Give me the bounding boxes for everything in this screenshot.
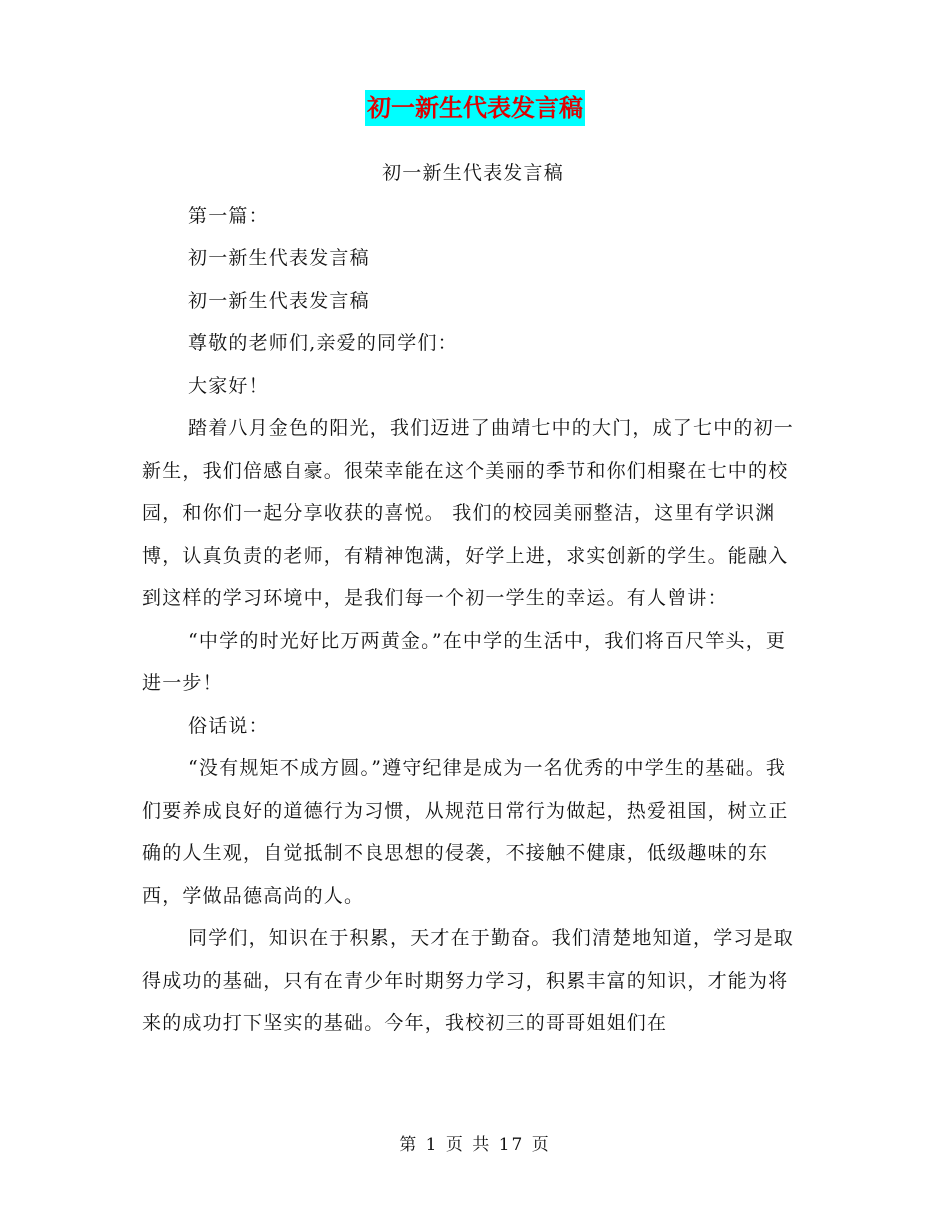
paragraph: “中学的时光好比万两黄金。”在中学的生活中，我们将百尺竿头，更进一步！ [142,629,787,694]
document-title: 初一新生代表发言稿 [365,90,585,126]
paragraph: 第一篇： [188,204,269,227]
paragraph: 初一新生代表发言稿 [188,247,370,269]
paragraph: 同学们，知识在于积累，天才在于勤奋。我们清楚地知道，学习是取得成功的基础，只有在青少年时期努力学习，积累丰富的知识，才能为将来的成功打下坚实的基础。今年，我校初三的哥哥姐姐们在 [142,927,795,1034]
paragraph: 尊敬的老师们,亲爱的同学们： [188,332,458,354]
page-number-footer: 第 1 页 共 17 页 [399,1135,551,1155]
paragraph: 大家好！ [188,374,269,397]
document-subtitle: 初一新生代表发言稿 [382,162,564,184]
document-body [142,152,804,1045]
paragraph: 初一新生代表发言稿 [188,289,370,312]
paragraph: 踏着八月金色的阳光，我们迈进了曲靖七中的大门，成了七中的初一新生，我们倍感自豪。很荣幸能在这个美丽的季节和你们相聚在七中的校园，和你们一起分享收获的喜悦。 我们的校园美丽整洁，这里有学识渊博，认真负责的老师，有精神饱满，好学上进，求实创新的学生。能融入到这样的学习环境中，是我们每一个初一学生的幸运。有人曾讲： [142,417,795,609]
paragraph: “没有规矩不成方圆。”遵守纪律是成为一名优秀的中学生的基础。我们要养成良好的道德行为习惯，从规范日常行为做起，热爱祖国，树立正确的人生观，自觉抵制不良思想的侵袭，不接触不健康，低级趣味的东西，学做品德高尚的人。 [142,757,789,907]
document-title-wrap [0,90,950,130]
paragraph: 俗话说： [188,714,269,737]
